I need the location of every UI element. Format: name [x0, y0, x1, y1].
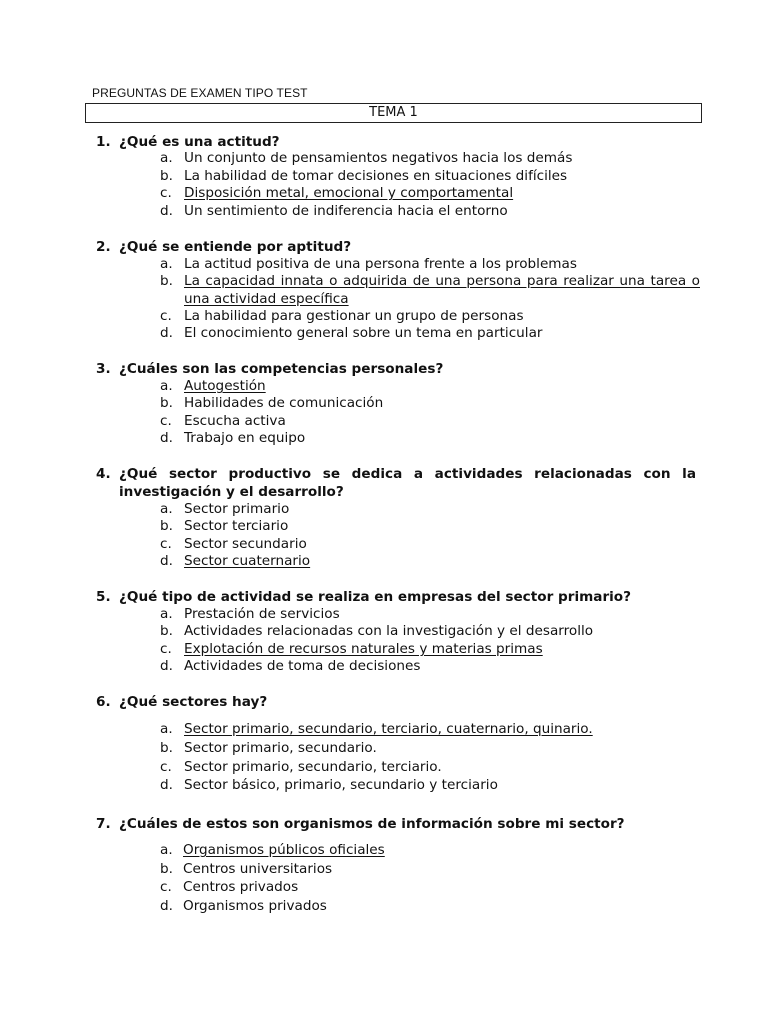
question-number: 3.: [96, 361, 111, 377]
option-letter: a.: [160, 501, 173, 517]
question-number: 6.: [96, 694, 111, 710]
question-2: [96, 238, 696, 256]
option-text-correct: Sector primario, secundario, terciario, cuaternario, quinario.: [184, 721, 593, 737]
question-number: 2.: [96, 239, 111, 255]
option-text: Escucha activa: [184, 413, 286, 429]
option-letter: b.: [160, 273, 173, 289]
question-text: ¿Cuáles de estos son organismos de información sobre mi sector?: [119, 816, 625, 832]
option-text: Trabajo en equipo: [184, 430, 306, 446]
option-letter: d.: [160, 430, 173, 446]
question-3-option-b: [160, 395, 700, 413]
option-text: Actividades relacionadas con la investigación y el desarrollo: [184, 623, 594, 639]
option-letter: d.: [160, 658, 173, 674]
question-3-option-c: [160, 413, 700, 431]
option-text: Sector primario: [184, 501, 290, 517]
question-1-option-c: [160, 185, 700, 203]
option-letter: b.: [160, 861, 173, 877]
option-text-correct: Sector cuaternario: [184, 553, 311, 569]
question-3-option-a: [160, 378, 700, 396]
option-text-correct: Explotación de recursos naturales y materias primas: [184, 641, 543, 657]
question-7-option-b: [160, 861, 700, 879]
question-3-option-d: [160, 430, 700, 448]
option-text: Un conjunto de pensamientos negativos hacia los demás: [184, 150, 573, 166]
option-text-correct: La capacidad innata o adquirida de una persona para realizar una tarea o una actividad específica: [184, 273, 700, 307]
option-letter: b.: [160, 623, 173, 639]
option-text-correct: Autogestión: [184, 378, 266, 394]
question-2-option-b: [160, 273, 700, 308]
option-text: Sector básico, primario, secundario y terciario: [184, 777, 498, 793]
question-number: 4.: [96, 466, 111, 482]
question-5-option-b: [160, 623, 700, 641]
option-letter: a.: [160, 842, 173, 858]
question-4-option-b: [160, 518, 700, 536]
question-4: [96, 465, 696, 501]
option-letter: d.: [160, 325, 173, 341]
option-letter: a.: [160, 721, 173, 737]
option-letter: c.: [160, 413, 172, 429]
question-6-option-c: [160, 759, 700, 777]
question-4-option-a: [160, 501, 700, 519]
option-text: Centros universitarios: [183, 861, 333, 877]
question-number: 1.: [96, 134, 111, 150]
option-letter: c.: [160, 879, 172, 895]
option-text-correct: Disposición metal, emocional y comportamental: [184, 185, 514, 201]
option-text: El conocimiento general sobre un tema en particular: [184, 325, 543, 341]
question-number: 5.: [96, 589, 111, 605]
question-7: [96, 815, 696, 833]
option-letter: d.: [160, 553, 173, 569]
option-letter: c.: [160, 308, 172, 324]
option-text: La habilidad para gestionar un grupo de personas: [184, 308, 524, 324]
option-text: Prestación de servicios: [184, 606, 340, 622]
option-letter: a.: [160, 378, 173, 394]
question-6: [96, 693, 696, 711]
question-3: [96, 360, 696, 378]
option-letter: c.: [160, 759, 172, 775]
option-text: Sector secundario: [184, 536, 307, 552]
question-text: ¿Qué es una actitud?: [119, 134, 280, 150]
question-6-option-b: [160, 740, 700, 758]
option-letter: d.: [160, 203, 173, 219]
option-text: Centros privados: [183, 879, 299, 895]
question-5-option-d: [160, 658, 700, 676]
option-letter: a.: [160, 150, 173, 166]
option-text-correct: Organismos públicos oficiales: [183, 842, 385, 858]
question-6-option-d: [160, 777, 700, 795]
option-text: Sector primario, secundario.: [184, 740, 377, 756]
question-2-option-a: [160, 256, 700, 274]
question-5-option-a: [160, 606, 700, 624]
option-letter: d.: [160, 898, 173, 914]
option-text: Actividades de toma de decisiones: [184, 658, 421, 674]
question-1: [96, 133, 696, 151]
question-2-option-d: [160, 325, 700, 343]
question-5-option-c: [160, 641, 700, 659]
question-number: 7.: [96, 816, 111, 832]
question-4-option-d: [160, 553, 700, 571]
question-text: ¿Qué sectores hay?: [119, 694, 268, 710]
option-text: La habilidad de tomar decisiones en situaciones difíciles: [184, 168, 568, 184]
question-text: ¿Qué sector productivo se dedica a actividades relacionadas con la investigación y el desarrollo?: [119, 466, 696, 500]
question-2-option-c: [160, 308, 700, 326]
option-text: Sector primario, secundario, terciario.: [184, 759, 442, 775]
document-header: PREGUNTAS DE EXAMEN TIPO TEST: [92, 86, 308, 100]
question-7-option-d: [160, 898, 700, 916]
question-1-option-b: [160, 168, 700, 186]
option-letter: d.: [160, 777, 173, 793]
option-letter: a.: [160, 256, 173, 272]
question-7-option-a: [160, 842, 700, 860]
question-text: ¿Cuáles son las competencias personales?: [119, 361, 444, 377]
option-letter: b.: [160, 168, 173, 184]
option-text: Sector terciario: [184, 518, 289, 534]
option-text: Habilidades de comunicación: [184, 395, 384, 411]
option-text: Organismos privados: [183, 898, 327, 914]
tema-title: TEMA 1: [369, 105, 418, 120]
question-6-option-a: [160, 721, 700, 739]
option-letter: c.: [160, 536, 172, 552]
question-1-option-a: [160, 150, 700, 168]
question-7-option-c: [160, 879, 700, 897]
option-letter: c.: [160, 641, 172, 657]
question-text: ¿Qué se entiende por aptitud?: [119, 239, 352, 255]
option-letter: b.: [160, 395, 173, 411]
option-text: Un sentimiento de indiferencia hacia el entorno: [184, 203, 508, 219]
tema-title-box: [85, 103, 702, 123]
option-letter: b.: [160, 740, 173, 756]
option-letter: b.: [160, 518, 173, 534]
option-letter: a.: [160, 606, 173, 622]
question-5: [96, 588, 696, 606]
question-1-option-d: [160, 203, 700, 221]
question-text: ¿Qué tipo de actividad se realiza en empresas del sector primario?: [119, 589, 632, 605]
question-4-option-c: [160, 536, 700, 554]
option-text: La actitud positiva de una persona frente a los problemas: [184, 256, 577, 272]
option-letter: c.: [160, 185, 172, 201]
